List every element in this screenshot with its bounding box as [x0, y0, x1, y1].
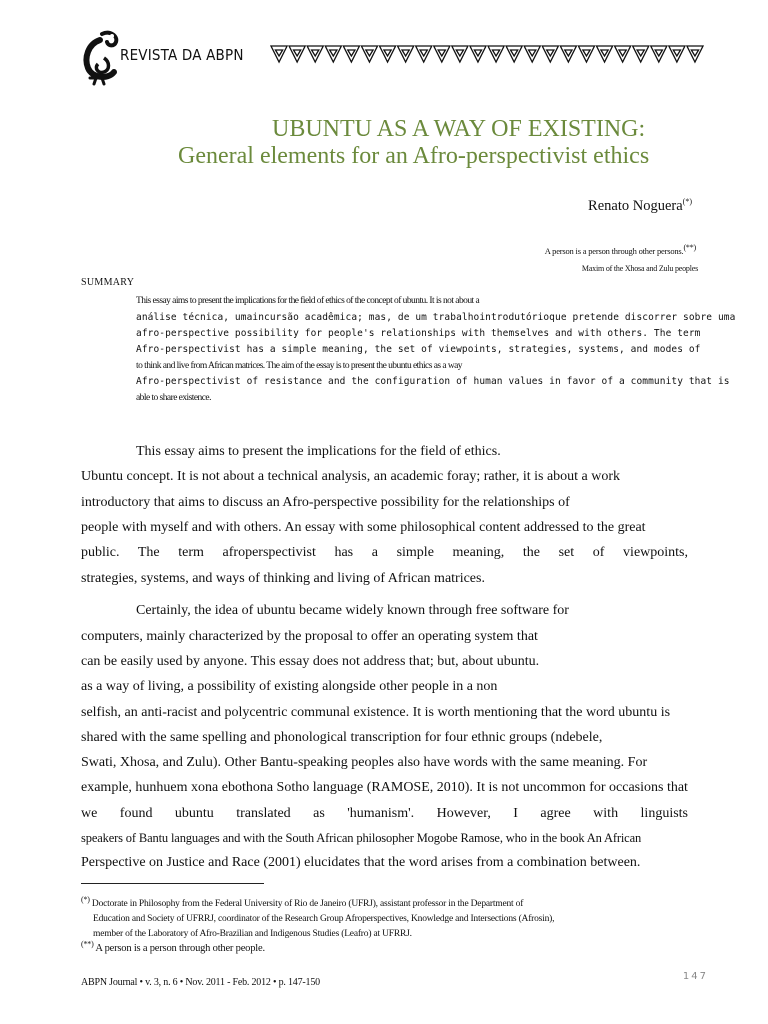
body-line: example, hunhuem xona ebothona Sotho language (RAMOSE, 2010). It is not uncommon for occasions that — [81, 780, 688, 795]
border-triangle — [398, 46, 414, 62]
body-line: Swati, Xhosa, and Zulu). Other Bantu-speaking peoples also have words with the same meaning. For — [81, 755, 648, 770]
sankofa-bird-icon — [80, 28, 124, 86]
journal-name: REVISTA DA ABPN — [120, 46, 244, 64]
body-line: computers, mainly characterized by the proposal to offer an operating system that — [81, 629, 538, 644]
border-triangle — [687, 46, 703, 62]
border-triangle — [506, 46, 522, 62]
footnote-2-mark: (**) — [81, 939, 94, 949]
article-subtitle: General elements for an Afro-perspectivist ethics — [178, 143, 650, 169]
footnote-1-mark: (*) — [81, 894, 90, 904]
summary-line: to think and live from African matrices. The aim of the essay is to present the ubuntu ethics as a way — [136, 361, 462, 371]
body-line: public. The term afroperspectivist has a simple meaning, the set of viewpoints, — [81, 545, 688, 560]
body-line: Ubuntu concept. It is not about a technical analysis, an academic foray; rather, it is about a work — [81, 469, 621, 484]
footnote-2: (**) A person is a person through other people. — [81, 939, 265, 954]
author-footnote-mark[interactable]: (*) — [682, 197, 692, 207]
body-line: speakers of Bantu languages and with the South African philosopher Mogobe Ramose, who in the book An African — [81, 831, 642, 845]
journal-logo — [80, 28, 244, 86]
border-triangle — [615, 46, 631, 62]
border-triangle — [542, 46, 558, 62]
author-name: Renato Noguera(*) — [588, 197, 692, 214]
body-line: as a way of living, a possibility of existing alongside other people in a non — [81, 679, 498, 694]
body-line: This essay aims to present the implications for the field of ethics. — [136, 444, 501, 459]
border-triangle — [597, 46, 613, 62]
border-triangle — [307, 46, 323, 62]
border-triangle — [343, 46, 359, 62]
body-line: can be easily used by anyone. This essay does not address that; but, about ubuntu. — [81, 654, 540, 669]
body-line: shared with the same spelling and phonological transcription for four ethnic groups (ndebele, — [81, 730, 603, 745]
footnote-divider — [81, 883, 264, 884]
border-triangle — [325, 46, 341, 62]
border-triangle — [560, 46, 576, 62]
epigraph-quote: A person is a person through other persons.(**) — [544, 243, 696, 256]
journal-citation-footer: ABPN Journal • v. 3, n. 6 • Nov. 2011 - Feb. 2012 • p. 147-150 — [81, 977, 320, 988]
border-triangle — [434, 46, 450, 62]
border-triangle — [289, 46, 305, 62]
footnote-1: (*) Doctorate in Philosophy from the Federal University of Rio de Janeiro (UFRJ), assistant professor in the Department of — [81, 894, 524, 909]
epigraph-attribution: Maxim of the Xhosa and Zulu peoples — [581, 264, 698, 273]
border-triangle — [470, 46, 486, 62]
border-triangle — [380, 46, 396, 62]
page-number: 147 — [682, 971, 708, 982]
border-triangle — [669, 46, 685, 62]
body-line: Perspective on Justice and Race (2001) elucidates that the word arises from a combination between. — [81, 855, 641, 870]
border-triangle — [633, 46, 649, 62]
summary-line: able to share existence. — [136, 393, 211, 403]
border-triangle — [271, 46, 287, 62]
summary-line: afro-perspective possibility for people's relationships with themselves and with others. The term — [136, 328, 701, 339]
article-title: UBUNTU AS A WAY OF EXISTING: — [272, 116, 646, 142]
border-triangle — [488, 46, 504, 62]
footnote-1-line: Education and Society of UFRRJ, coordinator of the Research Group Afroperspectives, Knowledge and Intersections (Afrosin), — [93, 914, 555, 924]
body-line: Certainly, the idea of ubuntu became widely known through free software for — [136, 603, 569, 618]
border-triangle — [361, 46, 377, 62]
border-triangle — [416, 46, 432, 62]
summary-line: This essay aims to present the implications for the field of ethics of the concept of ubuntu. It is not about a — [136, 296, 480, 306]
epigraph-footnote-mark[interactable]: (**) — [683, 243, 696, 253]
border-triangle — [452, 46, 468, 62]
adinkra-border-pattern — [270, 44, 704, 64]
summary-heading: SUMMARY — [81, 277, 135, 288]
footnote-1-line: member of the Laboratory of Afro-Brazilian and Indigenous Studies (Leafro) at UFRRJ. — [93, 929, 412, 939]
summary-line: Afro-perspectivist has a simple meaning, the set of viewpoints, strategies, systems, and modes of — [136, 344, 701, 355]
body-line: introductory that aims to discuss an Afro-perspective possibility for the relationships of — [81, 495, 570, 510]
border-triangle — [578, 46, 594, 62]
summary-line: análise técnica, umaincursão acadêmica; mas, de um trabalhointrodutórioque pretende discorrer sobre uma — [136, 312, 736, 323]
border-triangle — [524, 46, 540, 62]
body-line: people with myself and with others. An essay with some philosophical content addressed to the great — [81, 520, 646, 535]
body-line: we found ubuntu translated as 'humanism'. However, I agree with linguists — [81, 806, 688, 821]
body-line: selfish, an anti-racist and polycentric communal existence. It is worth mentioning that the word ubuntu is — [81, 705, 671, 720]
body-line: strategies, systems, and ways of thinking and living of African matrices. — [81, 571, 485, 586]
border-triangle — [651, 46, 667, 62]
summary-line: Afro-perspectivist of resistance and the configuration of human values in favor of a community that is — [136, 376, 730, 387]
